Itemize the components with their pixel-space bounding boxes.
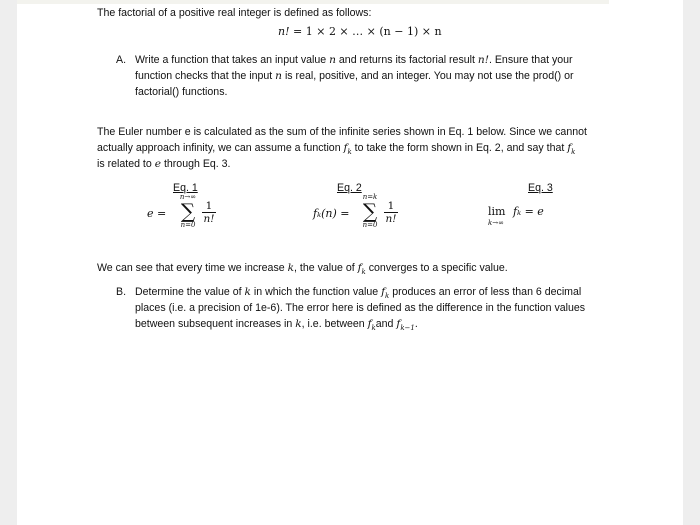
intro-text: The factorial of a positive real integer is defined as follows: [97, 7, 372, 19]
eq1-label: Eq. 1 [173, 182, 198, 194]
eq2-fraction: 1 n! [385, 200, 397, 225]
part-a-line1: Write a function that takes an input value n and returns its factorial result n!. Ensure that your [135, 54, 573, 66]
eq1-lhs: e = [147, 207, 167, 220]
eq2-lhs: fₖ(n) = [313, 207, 350, 220]
part-b-line2: places (i.e. a precision of 1e-6). The error here is defined as the difference in the function values [135, 302, 586, 314]
eq2-lower-limit: n=0 [362, 221, 378, 229]
part-b-line1: Determine the value of k in which the function value $f_k$ produces an error of less than 6 decimal [135, 286, 582, 301]
eq3-lim-subscript: k→∞ [488, 219, 504, 227]
eq1-lower-limit: n=0 [180, 221, 196, 229]
part-b-marker: B. [116, 286, 127, 298]
eq2-upper-limit: n=k [362, 193, 378, 201]
eq3-label: Eq. 3 [528, 182, 553, 194]
eq2-summation [357, 193, 383, 229]
eq3-rhs: fₖ = e [513, 205, 544, 218]
eq2-label: Eq. 2 [337, 182, 362, 194]
factorial-formula [278, 25, 442, 38]
eq1-sigma: ∑ [180, 199, 196, 223]
page-top-strip [17, 0, 609, 4]
eq3-lim: lim [488, 205, 506, 218]
euler-line3: is related to e through Eq. 3. [97, 158, 231, 170]
part-a-line2: function checks that the input n is real, positive, and an integer. You may not use the prod() or [135, 70, 574, 82]
part-a-marker: A. [116, 54, 127, 66]
euler-line2: actually approach infinity, we can assume a function $f_k$ to take the form shown in Eq. 2, and say that $f_k$ [97, 142, 576, 157]
eq2-sigma: ∑ [362, 199, 378, 223]
part-a-line3: factorial() functions. [135, 86, 228, 98]
part-b-line3: between subsequent increases in k, i.e. between $f_kand$ $f_{k-1}$. [135, 318, 418, 333]
document-page [17, 0, 683, 525]
factorial-lhs: n! [278, 25, 290, 38]
eq1-upper-limit: n→∞ [179, 193, 197, 201]
eq1-fraction: 1 n! [203, 200, 215, 225]
factorial-rhs: = 1 × 2 × … × (n − 1) × n [293, 25, 442, 38]
convergence-text: We can see that every time we increase k, the value of $f_k$ converges to a specific value. [97, 262, 508, 277]
euler-line1: The Euler number e is calculated as the sum of the infinite series shown in Eq. 1 below. Since we cannot [97, 126, 587, 138]
eq1-summation [175, 193, 201, 229]
